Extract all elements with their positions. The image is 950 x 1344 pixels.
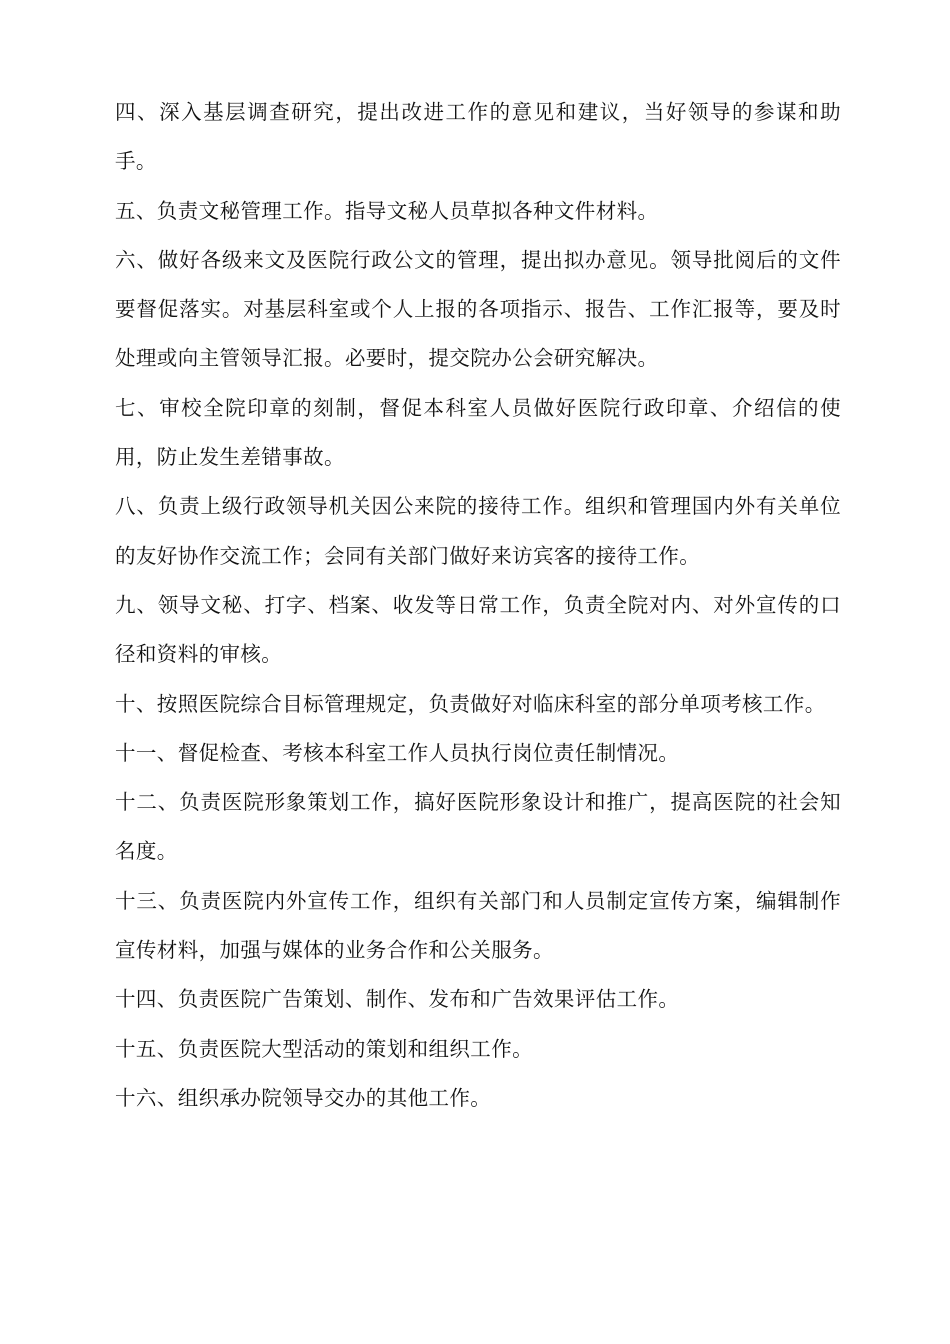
paragraph-item-16: 十六、组织承办院领导交办的其他工作。 [115,1085,492,1110]
paragraph-item-9: 九、领导文秘、打字、档案、收发等日常工作，负责全院对内、对外宣传的口径和资料的审核。 [115,592,841,667]
paragraph-item-6: 六、做好各级来文及医院行政公文的管理，提出拟办意见。领导批阅后的文件要督促落实。对基层科室或个人上报的各项指示、报告、工作汇报等，要及时处理或向主管领导汇报。必要时，提交院办公会研究解决。 [115,247,841,371]
paragraph-item-13: 十三、负责医院内外宣传工作，组织有关部门和人员制定宣传方案，编辑制作宣传材料，加强与媒体的业务合作和公关服务。 [115,888,841,963]
paragraph-item-10: 十、按照医院综合目标管理规定，负责做好对临床科室的部分单项考核工作。 [115,691,826,716]
paragraph-item-11: 十一、督促检查、考核本科室工作人员执行岗位责任制情况。 [115,740,680,765]
paragraph-item-12: 十二、负责医院形象策划工作，搞好医院形象设计和推广，提高医院的社会知名度。 [115,790,841,864]
paragraph-item-8: 八、负责上级行政领导机关因公来院的接待工作。组织和管理国内外有关单位的友好协作交流工作；会同有关部门做好来访宾客的接待工作。 [115,494,841,568]
paragraph-item-14: 十四、负责医院广告策划、制作、发布和广告效果评估工作。 [115,987,680,1012]
paragraph-item-15: 十五、负责医院大型活动的策划和组织工作。 [115,1036,533,1061]
document-body [115,88,841,1123]
paragraph-item-4: 四、深入基层调查研究，提出改进工作的意见和建议，当好领导的参谋和助手。 [115,100,841,174]
paragraph-item-7: 七、审校全院印章的刻制，督促本科室人员做好医院行政印章、介绍信的使用，防止发生差错事故。 [115,395,841,470]
paragraph-item-5: 五、负责文秘管理工作。指导文秘人员草拟各种文件材料。 [115,198,659,223]
